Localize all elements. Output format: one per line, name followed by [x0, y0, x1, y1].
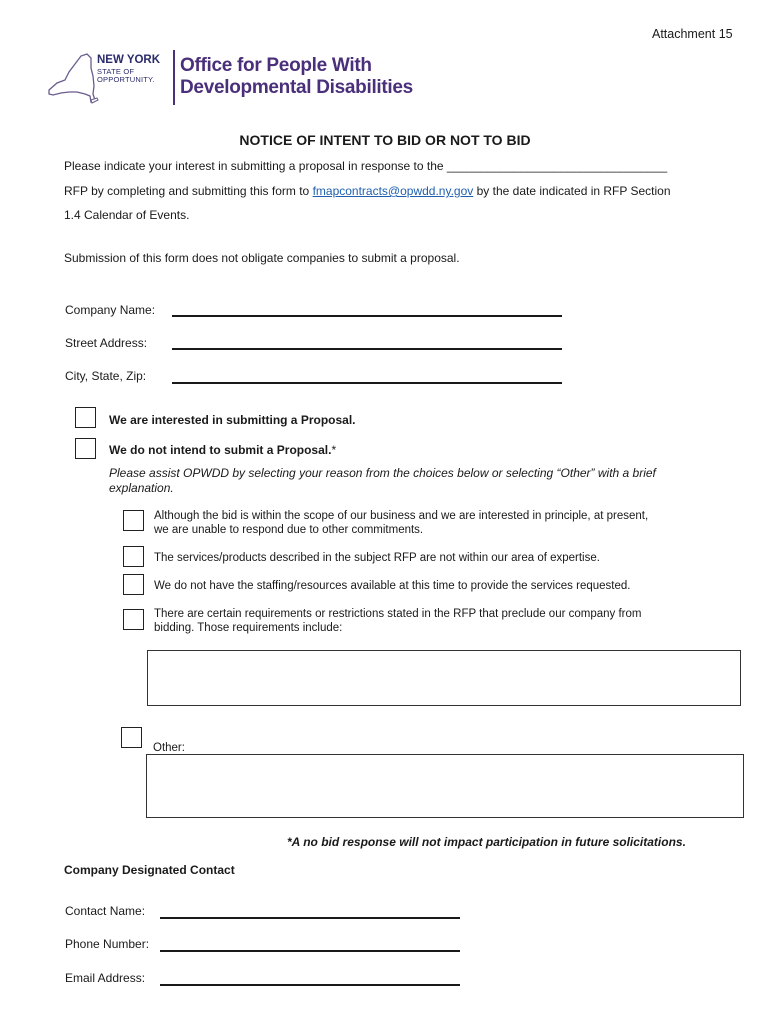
logo-divider [173, 50, 175, 105]
logo-state-line-2: OPPORTUNITY. [97, 75, 155, 84]
reason-requirements-label [154, 607, 641, 635]
new-york-state-map-icon [47, 50, 99, 106]
intro-line-3: 1.4 Calendar of Events. [64, 208, 190, 222]
reason-1-line-a: Although the bid is within the scope of our business and we are interested in principle, at present, [154, 510, 649, 522]
logo-state-of [97, 68, 155, 84]
company-name-field[interactable] [172, 315, 562, 317]
reason-staffing-label: We do not have the staffing/resources available at this time to provide the services requested. [154, 580, 631, 592]
street-address-field[interactable] [172, 348, 562, 350]
reason-other-commitments-label [154, 509, 648, 537]
intro-line-2-pre: RFP by completing and submitting this form to [64, 184, 313, 198]
not-intend-checkbox[interactable] [75, 438, 96, 459]
logo-new-york: NEW YORK [97, 54, 161, 66]
contact-name-field[interactable] [160, 917, 460, 919]
logo-office-line-1: Office for People With [180, 55, 372, 76]
obligation-text: Submission of this form does not obligate companies to submit a proposal. [64, 251, 460, 265]
other-label: Other: [153, 742, 185, 754]
reason-requirements-checkbox[interactable] [123, 609, 144, 630]
interested-label: We are interested in submitting a Proposal. [109, 413, 356, 427]
intro-line-2-post: by the date indicated in RFP Section [473, 184, 671, 198]
contact-name-label: Contact Name: [65, 904, 146, 918]
assist-line-1: Please assist OPWDD by selecting your reason from the choices below or selecting “Other” with a brief [109, 466, 656, 480]
attachment-label: Attachment 15 [652, 27, 733, 41]
logo-state-line-1: STATE OF [97, 67, 135, 76]
page-title: NOTICE OF INTENT TO BID OR NOT TO BID [239, 132, 531, 148]
assist-line-2: explanation. [109, 481, 174, 495]
city-state-zip-field[interactable] [172, 382, 562, 384]
intro-line-1: Please indicate your interest in submitting a proposal in response to the _________________________________ [64, 159, 668, 173]
city-state-zip-label: City, State, Zip: [65, 369, 147, 383]
reason-other-checkbox[interactable] [121, 727, 142, 748]
email-address-field[interactable] [160, 984, 460, 986]
assist-instructions [109, 466, 656, 496]
company-name-label: Company Name: [65, 303, 156, 317]
logo-office-line-2: Developmental Disabilities [180, 77, 413, 98]
reason-expertise-label: The services/products described in the subject RFP are not within our area of expertise. [154, 552, 600, 564]
reason-other-commitments-checkbox[interactable] [123, 510, 144, 531]
phone-number-label: Phone Number: [65, 937, 150, 951]
contract-email-link[interactable]: fmapcontracts@opwdd.ny.gov [312, 184, 474, 198]
reason-4-line-b: bidding. Those requirements include: [154, 622, 343, 634]
email-address-label: Email Address: [65, 971, 146, 985]
reason-1-line-b: we are unable to respond due to other commitments. [154, 524, 424, 536]
no-bid-note: *A no bid response will not impact participation in future solicitations. [287, 835, 686, 849]
interested-checkbox[interactable] [75, 407, 96, 428]
requirements-textbox[interactable] [147, 650, 741, 706]
reason-expertise-checkbox[interactable] [123, 546, 144, 567]
logo-office-name [180, 55, 413, 99]
not-intend-asterisk: * [331, 443, 337, 457]
reason-staffing-checkbox[interactable] [123, 574, 144, 595]
not-intend-text: We do not intend to submit a Proposal. [109, 443, 332, 457]
phone-number-field[interactable] [160, 950, 460, 952]
contact-heading: Company Designated Contact [64, 863, 235, 877]
reason-4-line-a: There are certain requirements or restrictions stated in the RFP that preclude our company from [154, 608, 642, 620]
not-intend-label [109, 443, 336, 457]
other-textbox[interactable] [146, 754, 744, 818]
intro-line-2 [64, 184, 671, 198]
street-address-label: Street Address: [65, 336, 148, 350]
